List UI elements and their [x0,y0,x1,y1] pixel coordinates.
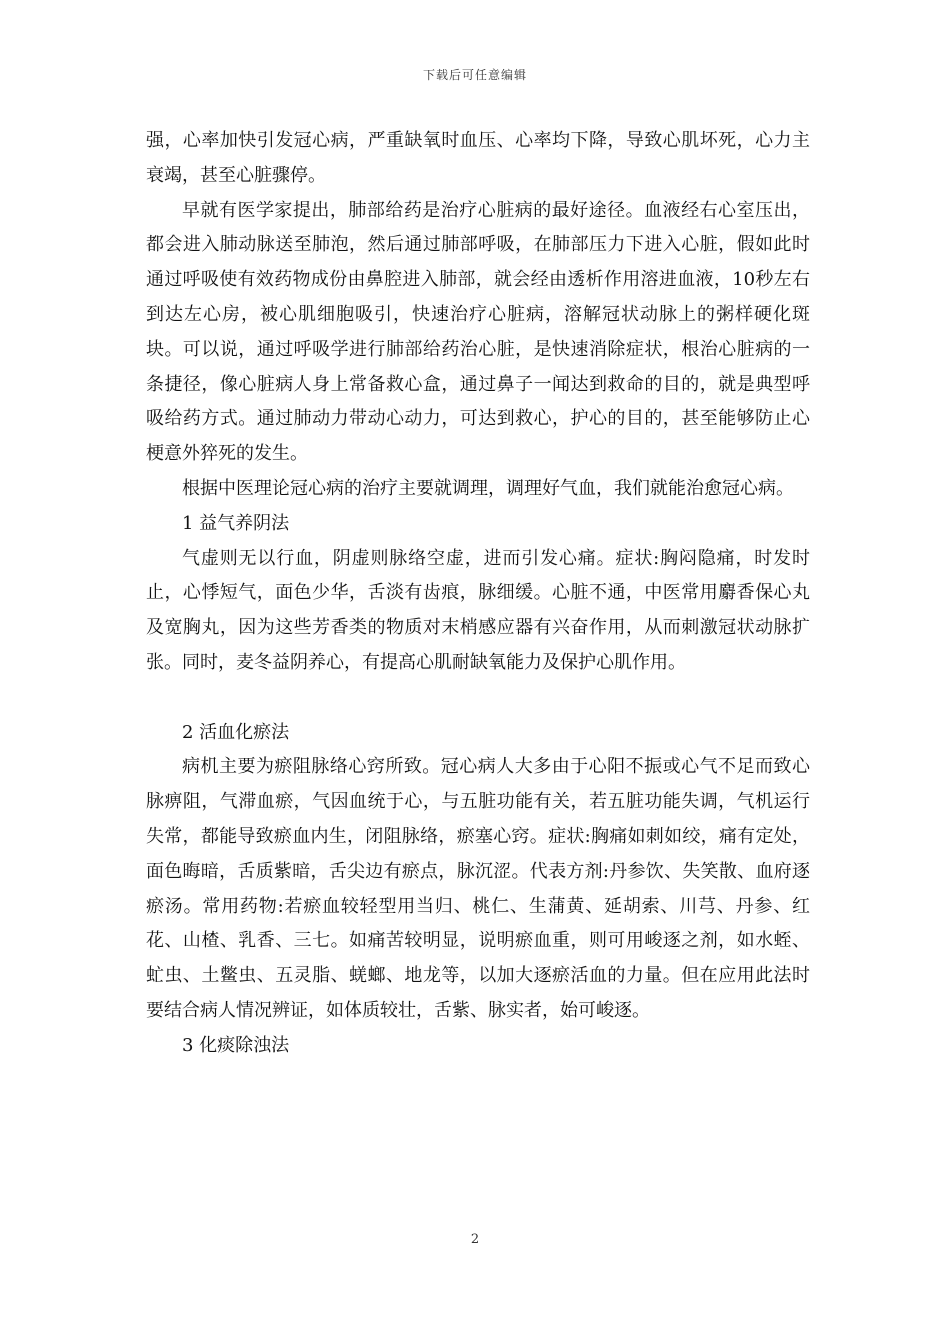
paragraph-continuation: 强，心率加快引发冠心病，严重缺氧时血压、心率均下降，导致心肌坏死，心力主衰竭，甚至心脏骤停。 [146,130,810,186]
blank-line [146,681,810,716]
section-heading-3: 3 化痰除浊法 [182,1034,290,1056]
paragraph-blood-stasis: 病机主要为瘀阻脉络心窍所致。冠心病人大多由于心阳不振或心气不足而致心脉痹阻，气滞血瘀，气因血统于心，与五脏功能有关，若五脏功能失调，气机运行失常，都能导致瘀血内生，闭阻脉络，瘀塞心窍。症状:胸痛如刺如绞，痛有定处，面色晦暗，舌质紫暗，舌尖边有瘀点，脉沉涩。代表方剂:丹参饮、失笑散、血府逐瘀汤。常用药物:若瘀血较轻型用当归、桃仁、生蒲黄、延胡索、川芎、丹参、红花、山楂、乳香、三七。如痛苦较明显，说明瘀血重，则可用峻逐之剂，如水蛭、虻虫、土鳖虫、五灵脂、蜣螂、地龙等，以加大逐瘀活血的力量。但在应用此法时要结合病人情况辨证，如体质较壮，舌紫、脉实者，始可峻逐。 [146,756,810,1021]
page-header-note: 下载后可任意编辑 [422,68,527,82]
section-heading-1: 1 益气养阴法 [182,512,290,534]
paragraph-qi-yin: 气虚则无以行血，阴虚则脉络空虚，进而引发心痛。症状:胸闷隐痛，时发时止，心悸短气，面色少华，舌淡有齿痕，脉细缓。心脏不通，中医常用麝香保心丸及宽胸丸，因为这些芳香类的物质对末梢感应器有兴奋作用，从而刺激冠状动脉扩张。同时，麦冬益阴养心，有提高心肌耐缺氧能力及保护心肌作用。 [146,547,810,673]
paragraph-tcm-theory: 根据中医理论冠心病的治疗主要就调理，调理好气血，我们就能治愈冠心病。 [182,477,794,499]
paragraph-lung-delivery: 早就有医学家提出，肺部给药是治疗心脏病的最好途径。血液经右心室压出，都会进入肺动脉送至肺泡，然后通过肺部呼吸，在肺部压力下进入心脏，假如此时通过呼吸使有效药物成份由鼻腔进入肺部，就会经由透析作用溶进血液，10秒左右到达左心房，被心肌细胞吸引，快速治疗心脏病，溶解冠状动脉上的粥样硬化斑块。可以说，通过呼吸学进行肺部给药治心脏，是快速消除症状，根治心脏病的一条捷径，像心脏病人身上常备救心盒，通过鼻子一闻达到救命的目的，就是典型呼吸给药方式。通过肺动力带动心动力，可达到救心，护心的目的，甚至能够防止心梗意外猝死的发生。 [146,199,810,465]
page-number: 2 [470,1232,480,1247]
section-heading-2: 2 活血化瘀法 [182,721,290,743]
document-body [146,124,810,1064]
